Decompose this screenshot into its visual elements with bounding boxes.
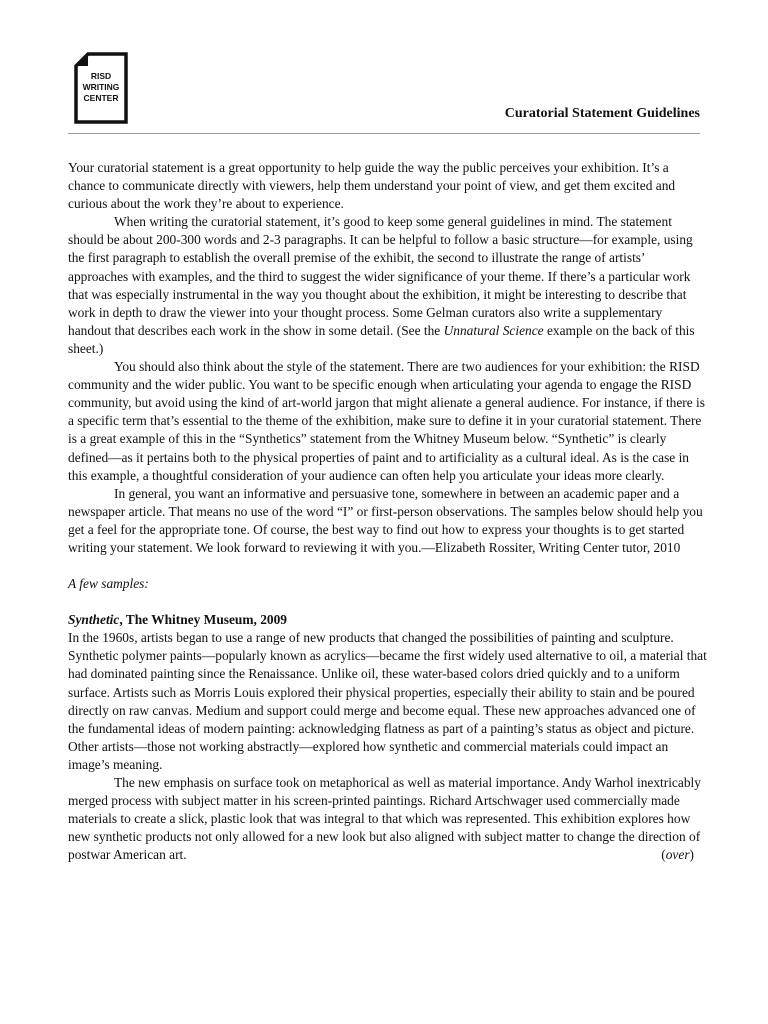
header-divider xyxy=(68,133,700,134)
logo-line: WRITING xyxy=(82,82,120,92)
page-title: Curatorial Statement Guidelines xyxy=(504,106,700,121)
sample-paragraph-1: In the 1960s, artists began to use a range of new products that changed the possibilities of painting and sculpture. Synthetic polymer paints—popularly known as acrylics—became the first widely used alternative to oil, a material that had dominated painting since the Renaissance. Unlike oil, these water-based colors dried quickly and to a uniform surface. Artists such as Morris Louis explored their physical properties, especially their ability to stain and be poured directly on raw canvas. Medium and support could merge and become equal. These new approaches advanced one of the fundamental ideas of modern painting: acknowledging flatness as part of a painting’s status as object and picture. Other artists—those not working abstractly—explored how synthetic and commercial materials could impact an image’s meaning. xyxy=(68,630,707,772)
unnatural-science-title: Unnatural Science xyxy=(443,322,544,338)
logo-line: CENTER xyxy=(83,93,119,103)
risd-writing-center-logo xyxy=(74,52,128,124)
logo-line: RISD xyxy=(90,71,112,81)
intro-paragraph-1: Your curatorial statement is a great opportunity to help guide the way the public perceives your exhibition. It’s a chance to communicate directly with viewers, help them understand your point of view, and get them excited and curious about the work they’re about to experience. xyxy=(68,160,676,212)
document-body xyxy=(68,159,708,864)
logo-text xyxy=(74,71,128,104)
samples-heading: A few samples: xyxy=(68,576,149,592)
intro-paragraph-2: When writing the curatorial statement, it’s good to keep some general guidelines in mind. The statement should be about 200-300 words and 2-3 paragraphs. It can be helpful to follow a basic structure—for example, using the first paragraph to establish the overall premise of the exhibit, the second to illustrate the range of artists’ approaches with examples, and the third to suggest the wider significance of your theme. If there’s a particular work that was especially instrumental in the way you thought about the exhibition, it might be interesting to describe that work in depth to draw the viewer into your thought process. Some Gelman curators also write a supplementary handout that describes each work in the show in some detail. (See the Unnatural Science example on the back of this sheet.) xyxy=(68,214,695,356)
intro-paragraph-4: In general, you want an informative and persuasive tone, somewhere in between an academic paper and a newspaper article. That means no use of the word “I” or first-person observations. The samples below should help you get a feel for the appropriate tone. Of course, the best way to find out how to express your thoughts is to get started writing your statement. We look forward to reviewing it with you.—Elizabeth Rossiter, Writing Center tutor, 2010 xyxy=(68,485,703,555)
intro-paragraph-3: You should also think about the style of the statement. There are two audiences for your exhibition: the RISD community and the wider public. You want to be specific enough when articulating your agenda to engage the RISD community, but avoid using the kind of art-world jargon that might alienate a general audience. For instance, if there is a specific term that’s essential to the theme of the exhibition, make sure to define it in your curatorial statement. There is a great example of this in the “Synthetics” statement from the Whitney Museum below. “Synthetic” is clearly defined—as it pertains both to the physical properties of paint and to artificiality as a cultural ideal. As is the case in this example, a thoughtful consideration of your audience can often help you articulate your ideas more clearly. xyxy=(68,359,705,483)
sample-paragraph-2: The new emphasis on surface took on metaphorical as well as material importance. Andy Warhol inextricably merged process with subject matter in his screen-printed paintings. Richard Artschwager used commercially made materials to create a slick, plastic look that was integral to that which was represented. This exhibition explores how new synthetic products not only allowed for a new look but also aligned with subject matter to change the direction of postwar American art. (over) xyxy=(68,774,708,864)
sample-title: Synthetic, The Whitney Museum, 2009 xyxy=(68,612,287,628)
over-note: (over) xyxy=(661,847,694,863)
